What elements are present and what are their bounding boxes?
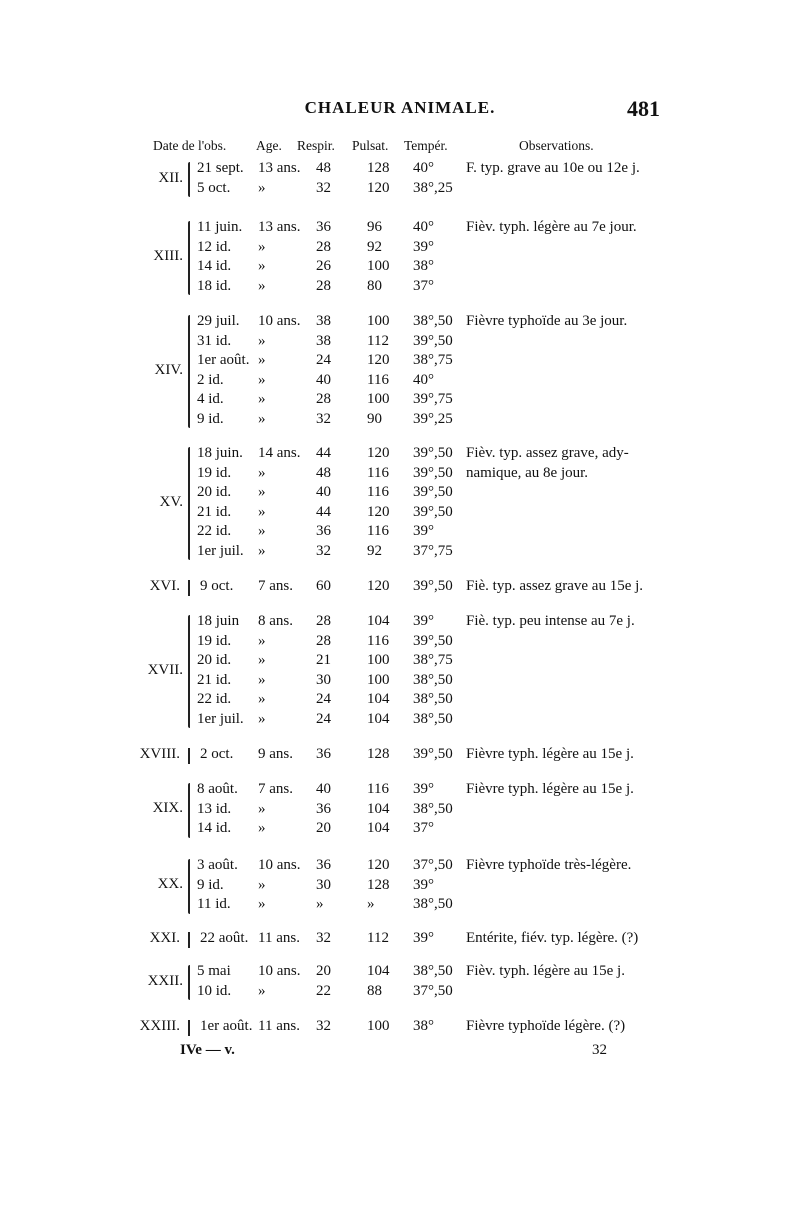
entry-respiration: 28: [316, 632, 331, 649]
entry-date: 2 id.: [197, 371, 224, 388]
entry-observation: Fièvre typhoïde au 3e jour.: [466, 313, 628, 329]
header-temper: Tempér.: [404, 138, 448, 153]
entry-pulsation: 104: [367, 613, 390, 629]
entry-pulsation: 80: [367, 277, 382, 294]
entry-temperature: 40°: [413, 160, 434, 176]
entry-temperature: 37°: [413, 820, 434, 836]
entry-date: 2 oct.: [200, 746, 234, 762]
entry-temperature: 39°,75: [413, 391, 453, 407]
entry-age: »: [258, 371, 266, 388]
entry-age: 10 ans.: [258, 963, 301, 979]
entry-respiration: 32: [316, 410, 331, 427]
entry-temperature: 38°,50: [413, 710, 453, 727]
entry-respiration: 36: [316, 746, 331, 762]
entry-temperature: 38°,50: [413, 963, 453, 979]
entry-date: 1er juil.: [197, 710, 244, 727]
entry-observation: Fièvre typhoïde très-légère.: [466, 857, 632, 873]
entry-pulsation: 90: [367, 410, 382, 427]
entry-age: 11 ans.: [258, 1018, 300, 1034]
case-number: XV.: [159, 493, 183, 510]
case-separator: [188, 1020, 190, 1036]
entry-date: 22 id.: [197, 691, 232, 707]
entry-age: »: [258, 820, 266, 836]
entry-date: 22 août.: [200, 930, 249, 946]
entry-observation: Fiè. typ. assez grave au 15e j.: [466, 578, 644, 594]
entry-respiration: 48: [316, 464, 331, 481]
entry-date: 31 id.: [197, 332, 232, 349]
entry-age: »: [258, 464, 266, 481]
entry-date: 14 id.: [197, 820, 232, 836]
entry-age: 7 ans.: [258, 781, 293, 797]
entry-temperature: 39°,50: [413, 484, 453, 500]
entry-temperature: 39°: [413, 238, 434, 255]
entry-pulsation: 112: [367, 930, 389, 946]
entry-respiration: 40: [316, 781, 331, 797]
case-number: XVII.: [147, 661, 183, 678]
entry-date: 22 id.: [197, 523, 232, 539]
entry-age: »: [258, 258, 266, 274]
entry-respiration: 60: [316, 578, 331, 594]
entry-pulsation: 104: [367, 710, 390, 727]
entry-temperature: 37°,50: [413, 857, 453, 873]
entry-date: 9 id.: [197, 410, 224, 427]
entry-respiration: 24: [316, 710, 331, 727]
entry-observation: Fièv. typ. assez grave, ady-: [466, 445, 629, 461]
entry-date: 18 id.: [197, 277, 232, 294]
case-brace: [188, 221, 190, 295]
entry-pulsation: 116: [367, 464, 389, 481]
case-number: XIII.: [153, 248, 183, 264]
entry-respiration: 28: [316, 391, 331, 407]
entry-age: »: [258, 179, 266, 196]
entry-temperature: 37°,50: [413, 982, 453, 999]
header-date: Date de l'obs.: [153, 138, 227, 153]
entry-date: 8 août.: [197, 781, 238, 797]
entry-temperature: 39°: [413, 930, 434, 946]
entry-pulsation: 120: [367, 578, 390, 594]
entry-date: 12 id.: [197, 238, 232, 255]
case-number: XX.: [157, 876, 183, 893]
entry-age: »: [258, 277, 266, 294]
entry-age: »: [258, 982, 266, 999]
entry-observation: Fièvre typhoïde légère. (?): [466, 1018, 626, 1034]
entry-age: 14 ans.: [258, 445, 301, 461]
entry-temperature: 39°: [413, 781, 434, 797]
entry-observation: Entérite, fiév. typ. légère. (?): [466, 930, 639, 946]
entry-age: 10 ans.: [258, 313, 301, 329]
entry-respiration: 48: [316, 160, 331, 176]
case-brace: [188, 315, 190, 428]
entry-respiration: 40: [316, 371, 331, 388]
entry-pulsation: 116: [367, 484, 389, 500]
entry-observation: Fièv. typh. légère au 15e j.: [466, 963, 625, 979]
entry-age: »: [258, 503, 266, 520]
entry-age: 13 ans.: [258, 160, 301, 176]
entry-age: »: [258, 671, 266, 688]
case-brace: [188, 447, 190, 560]
case-number: XXI.: [149, 930, 180, 946]
entry-pulsation: 116: [367, 781, 389, 797]
entry-date: 19 id.: [197, 464, 232, 481]
entry-age: »: [258, 410, 266, 427]
entry-date: 18 juin: [197, 613, 240, 629]
entry-pulsation: 104: [367, 691, 390, 707]
entry-pulsation: 100: [367, 391, 390, 407]
entry-pulsation: 96: [367, 219, 382, 235]
entry-observation: Fièvre typh. légère au 15e j.: [466, 746, 634, 762]
entry-date: 21 id.: [197, 503, 232, 520]
entry-respiration: 38: [316, 313, 331, 329]
entry-date: 11 id.: [197, 896, 231, 912]
entry-pulsation: »: [367, 896, 375, 912]
entry-age: »: [258, 652, 266, 668]
entry-respiration: 24: [316, 352, 331, 368]
entry-temperature: 39°: [413, 523, 434, 539]
entry-temperature: 38°: [413, 1018, 434, 1034]
entry-respiration: 20: [316, 820, 331, 836]
entry-respiration: 20: [316, 963, 331, 979]
entry-pulsation: 92: [367, 542, 382, 559]
entry-respiration: 40: [316, 484, 331, 500]
entry-age: 7 ans.: [258, 578, 293, 594]
case-separator: [188, 748, 190, 764]
entry-pulsation: 128: [367, 160, 390, 176]
entry-temperature: 39°,50: [413, 445, 453, 461]
entry-temperature: 40°: [413, 371, 434, 388]
entry-date: 20 id.: [197, 484, 232, 500]
signature-mark: IVe — v.: [180, 1042, 235, 1058]
entry-date: 13 id.: [197, 800, 232, 817]
entry-age: »: [258, 238, 266, 255]
entry-pulsation: 120: [367, 857, 390, 873]
entry-respiration: 26: [316, 258, 331, 274]
case-brace: [188, 783, 190, 838]
entry-age: »: [258, 523, 266, 539]
case-separator: [188, 932, 190, 948]
entry-respiration: 38: [316, 332, 331, 349]
entry-respiration: 36: [316, 219, 331, 235]
entry-pulsation: 104: [367, 963, 390, 979]
entry-temperature: 39°,50: [413, 503, 453, 520]
entry-age: 8 ans.: [258, 613, 293, 629]
entry-date: 1er juil.: [197, 542, 244, 559]
entry-age: »: [258, 800, 266, 817]
entry-temperature: 39°,50: [413, 464, 453, 481]
case-number: XVI.: [149, 578, 180, 594]
entry-respiration: 44: [316, 445, 331, 461]
entry-date: 29 juil.: [197, 313, 240, 329]
entry-observation: F. typ. grave au 10e ou 12e j.: [466, 160, 640, 176]
case-number: XII.: [158, 169, 183, 186]
entry-temperature: 38°,50: [413, 671, 453, 688]
entry-pulsation: 100: [367, 1018, 390, 1034]
entry-date: 5 oct.: [197, 179, 231, 196]
entry-respiration: »: [316, 896, 324, 912]
entry-respiration: 24: [316, 691, 331, 707]
entry-pulsation: 104: [367, 800, 390, 817]
entry-pulsation: 100: [367, 313, 390, 329]
entry-pulsation: 128: [367, 876, 390, 893]
entry-date: 1er août.: [200, 1018, 253, 1034]
entry-temperature: 40°: [413, 219, 434, 235]
entry-temperature: 38°,50: [413, 800, 453, 817]
entry-respiration: 32: [316, 542, 331, 559]
entry-temperature: 39°,50: [413, 332, 453, 349]
entry-age: »: [258, 710, 266, 727]
entry-age: 10 ans.: [258, 857, 301, 873]
entry-age: »: [258, 332, 266, 349]
entry-age: »: [258, 896, 266, 912]
entry-pulsation: 116: [367, 371, 389, 388]
case-number: XIV.: [154, 361, 183, 378]
case-number: XIX.: [152, 800, 183, 817]
entry-date: 11 juin.: [197, 219, 243, 235]
entry-temperature: 38°,50: [413, 896, 453, 912]
entry-pulsation: 92: [367, 238, 382, 255]
entry-temperature: 39°,50: [413, 632, 453, 649]
case-brace: [188, 965, 190, 1000]
entry-observation: namique, au 8e jour.: [466, 464, 589, 481]
entry-temperature: 39°: [413, 876, 434, 893]
entry-pulsation: 116: [367, 632, 389, 649]
entry-date: 9 oct.: [200, 578, 234, 594]
entry-temperature: 38°,75: [413, 652, 453, 668]
entry-pulsation: 120: [367, 503, 390, 520]
entry-temperature: 37°,75: [413, 542, 453, 559]
entry-respiration: 21: [316, 652, 331, 668]
entry-age: »: [258, 352, 266, 368]
entry-temperature: 39°,50: [413, 746, 453, 762]
entry-age: 9 ans.: [258, 746, 293, 762]
entry-respiration: 36: [316, 857, 331, 873]
entry-respiration: 32: [316, 1018, 331, 1034]
case-brace: [188, 162, 190, 197]
case-brace: [188, 615, 190, 728]
entry-temperature: 39°,25: [413, 410, 453, 427]
entry-age: »: [258, 632, 266, 649]
entry-temperature: 38°,75: [413, 352, 453, 368]
header-pulsat: Pulsat.: [352, 138, 389, 153]
header-age: Age.: [256, 138, 282, 153]
entry-temperature: 39°,50: [413, 578, 453, 594]
entry-temperature: 37°: [413, 277, 434, 294]
entry-respiration: 30: [316, 876, 331, 893]
case-number: XVIII.: [139, 746, 180, 762]
entry-date: 1er août.: [197, 352, 250, 368]
entry-observation: Fiè. typ. peu intense au 7e j.: [466, 613, 635, 629]
entry-pulsation: 88: [367, 982, 382, 999]
entry-respiration: 28: [316, 613, 331, 629]
entry-respiration: 32: [316, 930, 331, 946]
case-number: XXIII.: [139, 1018, 180, 1034]
entry-respiration: 28: [316, 277, 331, 294]
case-separator: [188, 580, 190, 596]
case-brace: [188, 859, 190, 914]
entry-pulsation: 120: [367, 445, 390, 461]
entry-date: 3 août.: [197, 857, 238, 873]
entry-respiration: 32: [316, 179, 331, 196]
entry-pulsation: 112: [367, 332, 389, 349]
entry-age: 13 ans.: [258, 219, 301, 235]
case-number: XXII.: [147, 972, 183, 989]
entry-temperature: 38°,50: [413, 691, 453, 707]
entry-pulsation: 100: [367, 652, 390, 668]
entry-temperature: 38°: [413, 258, 434, 274]
entry-date: 10 id.: [197, 982, 232, 999]
entry-pulsation: 120: [367, 179, 390, 196]
entry-date: 18 juin.: [197, 445, 243, 461]
entry-date: 19 id.: [197, 632, 232, 649]
entry-pulsation: 128: [367, 746, 390, 762]
entry-date: 5 mai: [197, 963, 231, 979]
entry-age: »: [258, 484, 266, 500]
entry-pulsation: 100: [367, 258, 390, 274]
entry-date: 21 id.: [197, 671, 232, 688]
entry-date: 20 id.: [197, 652, 232, 668]
sheet-number: 32: [592, 1042, 607, 1058]
entry-respiration: 22: [316, 982, 331, 999]
entry-age: »: [258, 691, 266, 707]
entry-temperature: 38°,50: [413, 313, 453, 329]
page-number: 481: [627, 96, 660, 121]
entry-date: 4 id.: [197, 391, 224, 407]
entry-respiration: 28: [316, 238, 331, 255]
entry-pulsation: 104: [367, 820, 390, 836]
entry-date: 14 id.: [197, 258, 232, 274]
entry-age: »: [258, 542, 266, 559]
entry-respiration: 36: [316, 523, 331, 539]
entry-age: »: [258, 876, 266, 893]
entry-date: 9 id.: [197, 876, 224, 893]
entry-temperature: 39°: [413, 613, 434, 629]
entry-age: 11 ans.: [258, 930, 300, 946]
entry-respiration: 44: [316, 503, 331, 520]
header-respir: Respir.: [297, 138, 335, 153]
entry-age: »: [258, 391, 266, 407]
running-title: CHALEUR ANIMALE.: [304, 98, 496, 117]
entry-date: 21 sept.: [197, 160, 244, 176]
entry-respiration: 36: [316, 800, 331, 817]
entry-temperature: 38°,25: [413, 179, 453, 196]
entry-respiration: 30: [316, 671, 331, 688]
entry-observation: Fièv. typh. légère au 7e jour.: [466, 219, 637, 235]
header-observations: Observations.: [519, 138, 594, 153]
entry-observation: Fièvre typh. légère au 15e j.: [466, 781, 634, 797]
entry-pulsation: 120: [367, 352, 390, 368]
entry-pulsation: 116: [367, 523, 389, 539]
entry-pulsation: 100: [367, 671, 390, 688]
